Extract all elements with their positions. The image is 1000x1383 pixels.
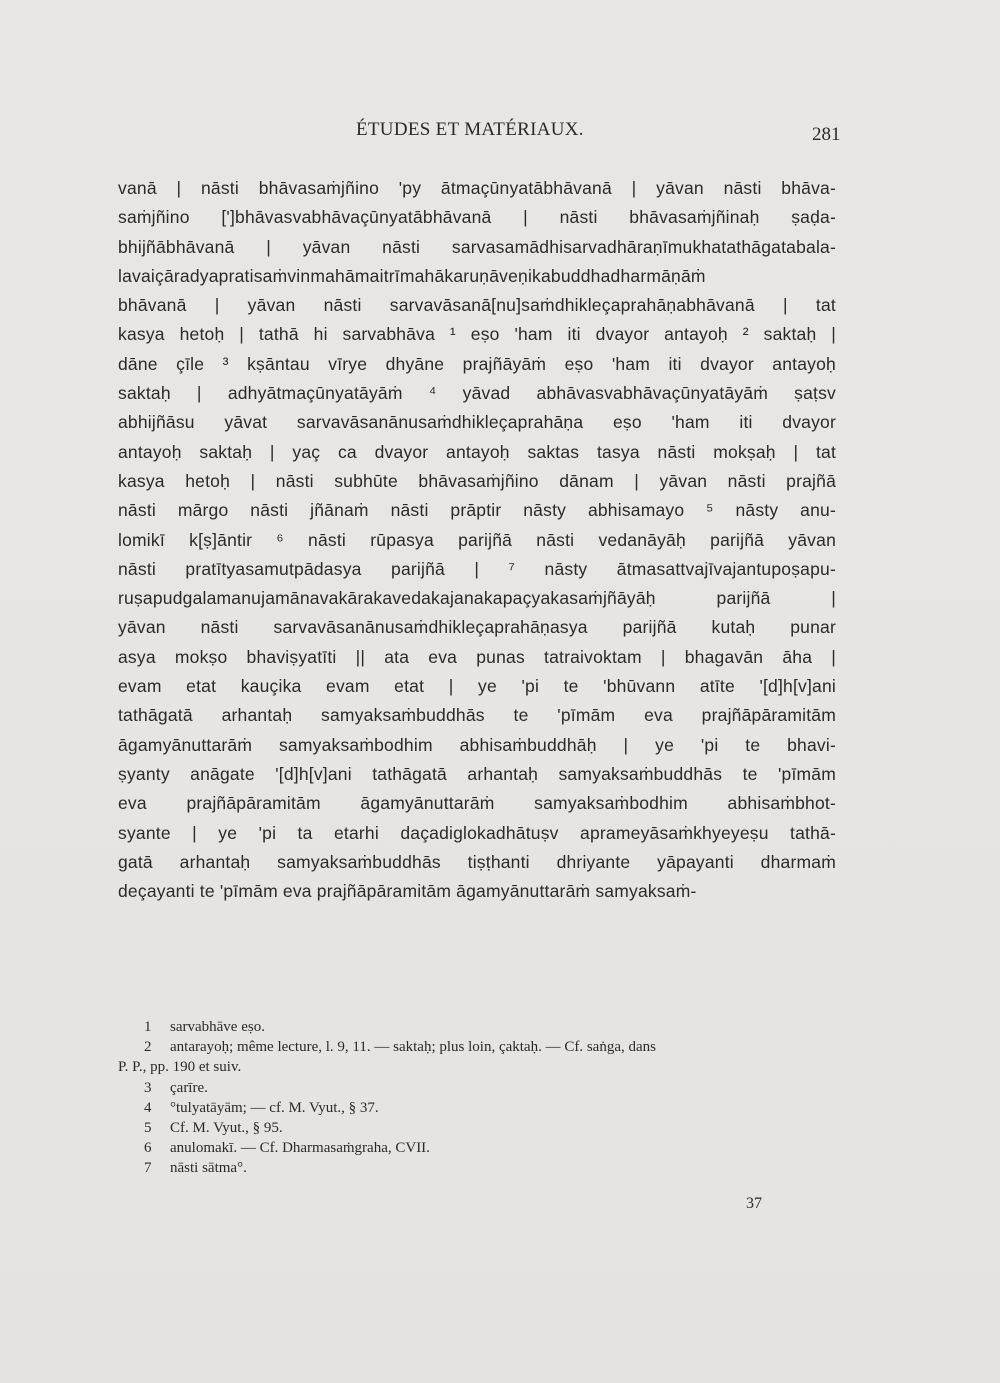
footnote-number: 1 bbox=[144, 1019, 152, 1035]
text-line: abhijñāsu yāvat sarvavāsanānusaṁdhikleçaprahāṇa eṣo 'ham iti dvayor bbox=[118, 412, 836, 433]
text-line: evam etat kauçika evam etat | ye 'pi te 'bhūvann atīte '[d]h[v]ani bbox=[118, 676, 836, 697]
footnote bbox=[118, 1017, 838, 1037]
text-line: bhāvanā | yāvan nāsti sarvavāsanā[nu]saṁdhikleçaprahāṇabhāvanā | tat bbox=[118, 295, 836, 316]
text-line: nāsti pratītyasamutpādasya parijñā | ⁷ nāsty ātmasattvajīvajantupoṣapu- bbox=[118, 558, 836, 579]
text-line: syante | ye 'pi ta etarhi daçadiglokadhātuṣv aprameyāsaṁkhyeyeṣu tathā- bbox=[118, 822, 836, 843]
footnote bbox=[118, 1078, 838, 1098]
footnote-text: sarvabhāve eṣo. bbox=[170, 1019, 265, 1035]
running-title: ÉTUDES ET MATÉRIAUX. bbox=[356, 119, 584, 140]
text-line: bhijñābhāvanā | yāvan nāsti sarvasamādhisarvadhāraṇīmukhatathāgatabala- bbox=[118, 236, 836, 257]
body-text bbox=[118, 174, 836, 906]
text-line: vanā | nāsti bhāvasaṁjñino 'py ātmaçūnyatābhāvanā | yāvan nāsti bhāva- bbox=[118, 178, 836, 198]
footnote-number: 4 bbox=[144, 1099, 152, 1116]
footnote bbox=[118, 1037, 838, 1057]
text-line: āgamyānuttarāṁ samyaksaṁbodhim abhisaṁbuddhāḥ | ye 'pi te bhavi- bbox=[118, 734, 836, 755]
footnote bbox=[118, 1138, 838, 1158]
text-line: nāsti mārgo nāsti jñānaṁ nāsti prāptir nāsty abhisamayo ⁵ nāsty anu- bbox=[118, 500, 836, 521]
text-line: saktaḥ | adhyātmaçūnyatāyāṁ ⁴ yāvad abhāvasvabhāvaçūnyatāyāṁ ṣaṭsv bbox=[118, 383, 836, 404]
footnote-number: 5 bbox=[144, 1120, 152, 1137]
footnote-text: P. P., pp. 190 et suiv. bbox=[118, 1059, 242, 1076]
footnote-text: Cf. M. Vyut., § 95. bbox=[170, 1120, 283, 1137]
text-line: asya mokṣo bhaviṣyatīti || ata eva punas tatraivoktam | bhagavān āha | bbox=[118, 646, 836, 667]
footnote bbox=[118, 1118, 838, 1138]
footnote-text: nāsti sātma°. bbox=[170, 1160, 247, 1177]
text-line: ṣyanty anāgate '[d]h[v]ani tathāgatā arhantaḥ samyaksaṁbuddhās te 'pīmām bbox=[118, 763, 836, 784]
footnote-text: çarīre. bbox=[170, 1079, 208, 1096]
text-line: kasya hetoḥ | nāsti subhūte bhāvasaṁjñino dānam | yāvan nāsti prajñā bbox=[118, 470, 836, 491]
text-line: deçayanti te 'pīmām eva prajñāpāramitām āgamyānuttarāṁ samyaksaṁ- bbox=[118, 881, 697, 902]
page-number: 281 bbox=[812, 124, 841, 145]
text-line: lomikī k[ṣ]āntir ⁶ nāsti rūpasya parijñā nāsti vedanāyāḥ parijñā yāvan bbox=[118, 529, 836, 550]
text-line: lavaiçāradyapratisaṁvinmahāmaitrīmahākaruṇāveṇikabuddhadharmāṇāṁ bbox=[118, 265, 706, 286]
footnote bbox=[118, 1057, 838, 1077]
footnote-text: anulomakī. — Cf. Dharmasaṁgraha, CVII. bbox=[170, 1140, 430, 1157]
text-line: gatā arhantaḥ samyaksaṁbuddhās tiṣṭhanti dhriyante yāpayanti dharmaṁ bbox=[118, 851, 836, 872]
footnote-number: 2 bbox=[144, 1039, 152, 1056]
footnote bbox=[118, 1098, 838, 1118]
text-line: yāvan nāsti sarvavāsanānusaṁdhikleçaprahāṇasya parijñā kutaḥ punar bbox=[118, 617, 836, 638]
text-line: eva prajñāpāramitām āgamyānuttarāṁ samyaksaṁbodhim abhisaṁbhot- bbox=[118, 793, 836, 814]
footnote-number: 3 bbox=[144, 1079, 152, 1096]
footnotes bbox=[118, 1017, 838, 1179]
text-line: saṁjñino [']bhāvasvabhāvaçūnyatābhāvanā | nāsti bhāvasaṁjñinaḥ ṣaḍa- bbox=[118, 207, 836, 228]
text-line: ruṣapudgalamanujamānavakārakavedakajanakapaçyakasaṁjñāyāḥ parijñā | bbox=[118, 588, 836, 609]
text-line: tathāgatā arhantaḥ samyaksaṁbuddhās te 'pīmām eva prajñāpāramitām bbox=[118, 705, 836, 726]
text-line: dāne çīle ³ kṣāntau vīrye dhyāne prajñāyāṁ eṣo 'ham iti dvayor antayoḥ bbox=[118, 353, 836, 374]
signature-mark: 37 bbox=[746, 1195, 762, 1212]
footnote-text: °tulyatāyām; — cf. M. Vyut., § 37. bbox=[170, 1099, 379, 1116]
text-line: antayoḥ saktaḥ | yaç ca dvayor antayoḥ saktas tasya nāsti mokṣaḥ | tat bbox=[118, 441, 836, 462]
footnote-text: antarayoḥ; même lecture, l. 9, 11. — saktaḥ; plus loin, çaktaḥ. — Cf. saṅga, dans bbox=[170, 1039, 656, 1056]
footnote-number: 7 bbox=[144, 1160, 152, 1177]
footnote-number: 6 bbox=[144, 1140, 152, 1157]
text-line: kasya hetoḥ | tathā hi sarvabhāva ¹ eṣo 'ham iti dvayor antayoḥ ² saktaḥ | bbox=[118, 324, 836, 345]
footnote bbox=[118, 1158, 838, 1178]
